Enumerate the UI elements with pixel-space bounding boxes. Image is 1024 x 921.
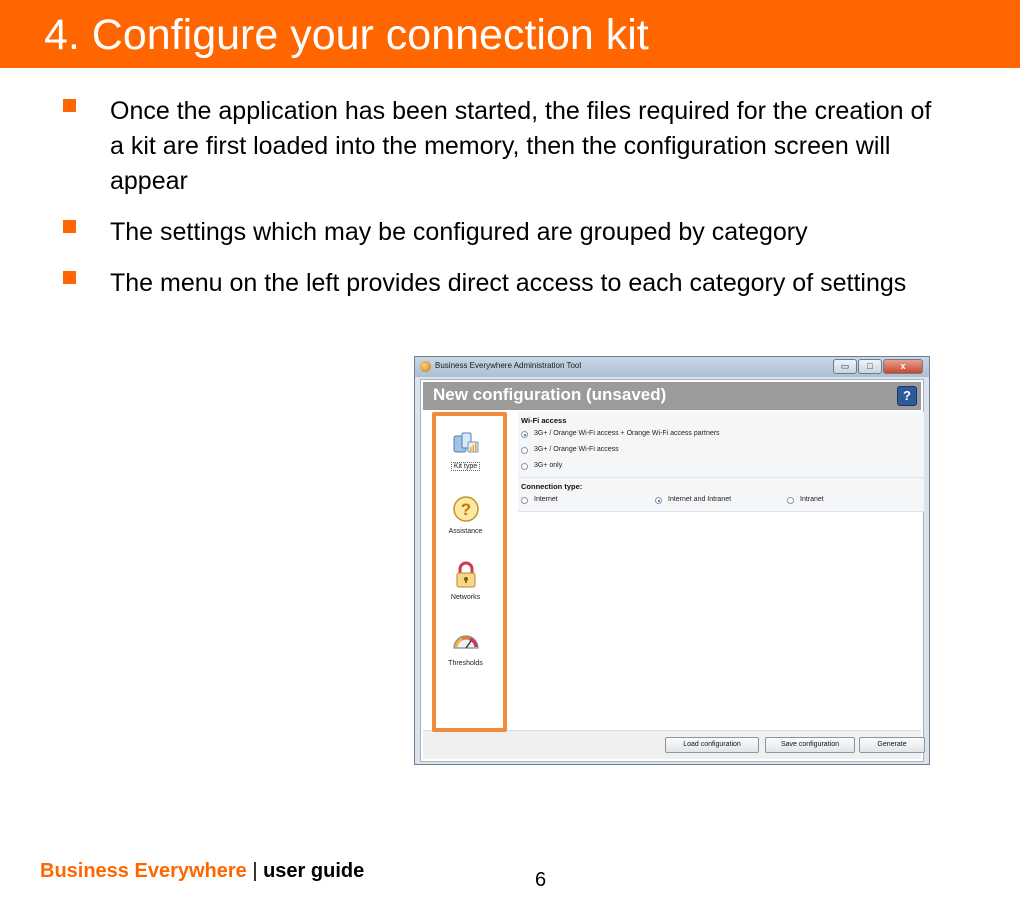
load-configuration-button[interactable]: Load configuration [665, 737, 759, 753]
generate-button[interactable]: Generate [859, 737, 925, 753]
save-configuration-button[interactable]: Save configuration [765, 737, 855, 753]
radio-option[interactable] [518, 445, 924, 461]
bullet-square-icon [63, 99, 76, 112]
radio-label: 3G+ / Orange Wi-Fi access + Orange Wi-Fi access partners [534, 430, 720, 437]
radio-button-checked[interactable] [655, 497, 662, 504]
bullet-list [62, 94, 932, 317]
window-title: Business Everywhere Administration Tool [435, 361, 582, 370]
radio-button-checked[interactable] [521, 431, 528, 438]
bullet-text: Once the application has been started, the files required for the creation of a kit are first loaded into the memory, then the configuration screen will appear [110, 97, 932, 195]
window-controls [833, 359, 923, 374]
app-icon [420, 361, 431, 372]
connection-type-group [518, 478, 924, 512]
radio-label: 3G+ only [534, 462, 563, 469]
sidebar-item-label: Thresholds [448, 660, 483, 667]
radio-label: Internet and Intranet [668, 496, 732, 503]
config-title: New configuration (unsaved) [433, 385, 667, 404]
bullet-text: The menu on the left provides direct access to each category of settings [110, 269, 907, 297]
close-button[interactable]: x [883, 359, 923, 374]
bullet-text: The settings which may be configured are grouped by category [110, 218, 808, 246]
maximize-button[interactable]: □ [858, 359, 882, 374]
slide-title: 4. Configure your connection kit [44, 11, 649, 59]
page-number: 6 [535, 869, 547, 891]
group-heading: Wi-Fi access [521, 416, 567, 425]
bullet-square-icon [63, 271, 76, 284]
bullet-item [62, 94, 932, 199]
radio-label: Internet [534, 496, 558, 503]
radio-label: Intranet [800, 496, 824, 503]
bullet-square-icon [63, 220, 76, 233]
radio-option[interactable] [518, 461, 924, 477]
minimize-button[interactable]: ▭ [833, 359, 857, 374]
settings-panel [518, 412, 924, 722]
window-titlebar[interactable] [415, 357, 929, 377]
footer-separator: | [246, 860, 264, 882]
sidebar-item-label: Kit type [451, 462, 480, 471]
sidebar-item-label: Networks [450, 594, 481, 601]
radio-label: 3G+ / Orange Wi-Fi access [534, 446, 619, 453]
bullet-item [62, 266, 932, 301]
radio-option[interactable] [518, 429, 924, 445]
title-banner [0, 0, 1020, 68]
radio-button[interactable] [521, 463, 528, 470]
config-header [423, 382, 921, 410]
sidebar-item-label: Assistance [448, 528, 483, 535]
wifi-access-group [518, 412, 924, 478]
svg-text:?: ? [460, 500, 471, 519]
help-button[interactable]: ? [897, 386, 917, 406]
brand-name: Business Everywhere [40, 860, 247, 882]
bullet-item [62, 215, 932, 250]
radio-button[interactable] [521, 497, 528, 504]
radio-button[interactable] [521, 447, 528, 454]
radio-button[interactable] [787, 497, 794, 504]
footer-brand [40, 860, 364, 883]
group-heading: Connection type: [521, 482, 583, 491]
action-bar [423, 730, 921, 759]
sidebar-highlight-box [432, 412, 507, 732]
radio-option-row [518, 495, 924, 511]
app-window [414, 356, 930, 765]
doc-type: user guide [263, 860, 365, 882]
